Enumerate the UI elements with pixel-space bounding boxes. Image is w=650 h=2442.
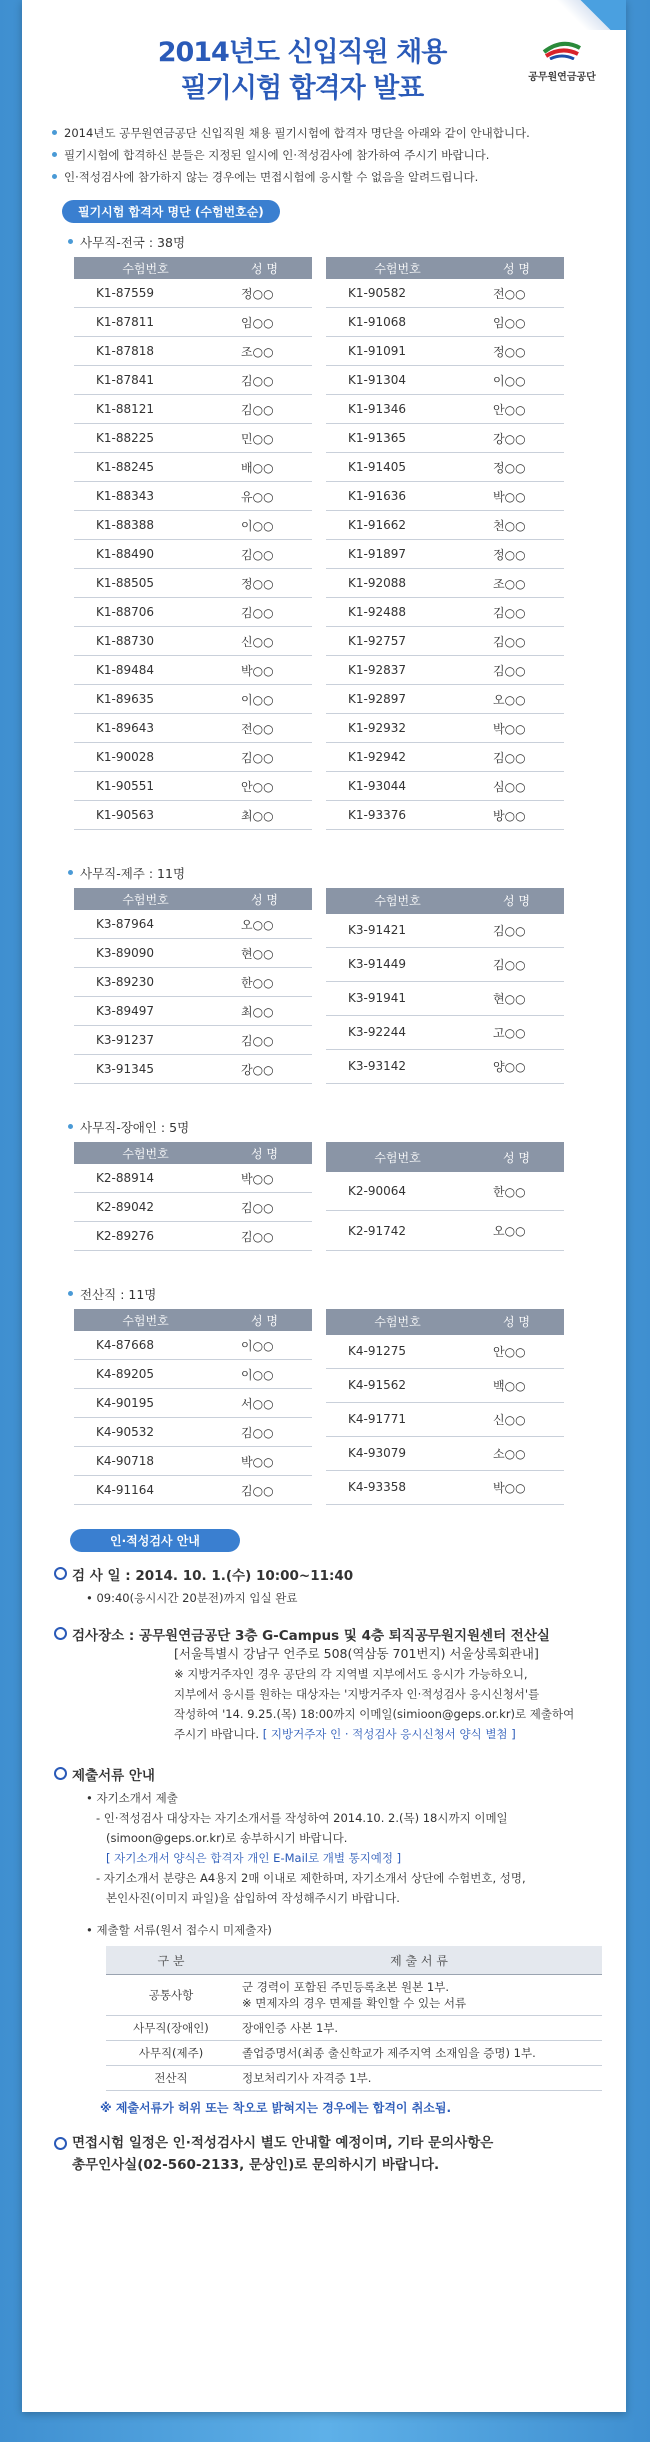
exam-number: K1-90551 <box>74 772 217 801</box>
exam-number: K1-89484 <box>74 656 217 685</box>
exam-number: K4-89205 <box>74 1360 217 1389</box>
exam-number: K1-92837 <box>326 656 469 685</box>
candidate-name: 정○○ <box>217 279 312 308</box>
candidate-name: 김○○ <box>469 627 564 656</box>
header-exam-number: 수험번호 <box>74 1142 217 1164</box>
exam-number: K1-91365 <box>326 424 469 453</box>
table-row <box>74 482 312 511</box>
table-row <box>326 1470 564 1504</box>
exam-number: K4-93079 <box>326 1436 469 1470</box>
table-row: 공통사항 군 경력이 포함된 주민등록초본 원본 1부. ※ 면제자의 경우 면제를 확인할 수 있는 서류 <box>106 1975 602 2016</box>
candidate-name: 현○○ <box>469 981 564 1015</box>
header-name: 성 명 <box>217 888 312 910</box>
exam-number: K1-90582 <box>326 279 469 308</box>
header-name: 성 명 <box>217 257 312 279</box>
table-row <box>326 1049 564 1083</box>
table-row <box>74 968 312 997</box>
page-title-line2: 필기시험 합격자 발표 <box>180 73 424 104</box>
results-table-left <box>74 888 312 1084</box>
location-detail: [서울특별시 강남구 언주로 508(역삼동 701번지) 서울상록회관내] ※ 지방거주자인 경우 공단의 각 지역별 지부에서도 응시가 가능하오니, 지부에서 응시를 원하는 대상자는 '지방거주자 인·적성검사 응시신청서'를 작성하여 '14. 9.25.(목) 18:00까지 이메일(simioon@geps.or.kr)로 제출하여 주시기 바랍니다. [ 지방거주자 인 · 적성검사 응시신청서 양식 별첨 ] <box>174 1646 575 1741</box>
table-row <box>74 1447 312 1476</box>
candidate-name: 양○○ <box>469 1049 564 1083</box>
ring-bullet-icon <box>54 1767 67 1780</box>
exam-number: K3-91237 <box>74 1026 217 1055</box>
candidate-name: 강○○ <box>217 1055 312 1084</box>
table-row <box>74 1389 312 1418</box>
header-exam-number: 수험번호 <box>74 888 217 910</box>
table-row <box>326 1211 564 1251</box>
documents-detail: • 자기소개서 제출 - 인·적성검사 대상자는 자기소개서를 작성하여 2014.10. 2.(목) 18시까지 이메일 (simoon@geps.or.kr)로 송부하시기 바랍니다. [ 자기소개서 양식은 합격자 개인 E-Mail로 개별 통지예정 ] - 자기소개서 분량은 A4용지 2매 이내로 제한하며, 자기소개서 상단에 수험번호, 성명, 본인사진(이미지 파일)을 삽입하여 작성해주시기 바랍니다. • 제출할 서류(원서 접수시 미제출자) <box>86 1791 526 1937</box>
table-row <box>74 743 312 772</box>
candidate-name: 전○○ <box>469 279 564 308</box>
candidate-name: 최○○ <box>217 801 312 830</box>
results-pill: 필기시험 합격자 명단 (수험번호순) <box>62 200 280 223</box>
results-section-head <box>22 200 626 223</box>
exam-number: K3-91449 <box>326 947 469 981</box>
table-row <box>74 366 312 395</box>
candidate-name: 전○○ <box>217 714 312 743</box>
header-name: 성 명 <box>217 1309 312 1331</box>
candidate-name: 신○○ <box>469 1402 564 1436</box>
exam-number: K1-92488 <box>326 598 469 627</box>
group-title: 전산직 : 11명 <box>68 1285 626 1303</box>
exam-number: K1-87841 <box>74 366 217 395</box>
table-row <box>74 511 312 540</box>
header-exam-number: 수험번호 <box>74 1309 217 1331</box>
candidate-name: 김○○ <box>217 540 312 569</box>
exam-number: K3-87964 <box>74 910 217 939</box>
candidate-name: 고○○ <box>469 1015 564 1049</box>
table-row <box>74 395 312 424</box>
table-row: 전산직 정보처리기사 자격증 1부. <box>106 2066 602 2091</box>
exam-number: K1-92942 <box>326 743 469 772</box>
exam-number: K1-87818 <box>74 337 217 366</box>
candidate-name: 강○○ <box>469 424 564 453</box>
table-row <box>74 910 312 939</box>
table-row <box>326 453 564 482</box>
exam-number: K1-88388 <box>74 511 217 540</box>
exam-number: K4-90718 <box>74 1447 217 1476</box>
candidate-name: 김○○ <box>469 914 564 947</box>
header-name: 성 명 <box>469 1142 564 1172</box>
candidate-name: 배○○ <box>217 453 312 482</box>
candidate-name: 안○○ <box>469 1335 564 1368</box>
candidate-name: 오○○ <box>217 910 312 939</box>
documents-title: 제출서류 안내 <box>54 1764 594 1784</box>
ring-bullet-icon <box>54 1567 67 1580</box>
exam-number: K1-91304 <box>326 366 469 395</box>
table-row <box>74 656 312 685</box>
exam-number: K1-91662 <box>326 511 469 540</box>
table-row <box>326 772 564 801</box>
candidate-name: 김○○ <box>217 395 312 424</box>
table-row: 사무직(장애인) 장애인증 사본 1부. <box>106 2016 602 2041</box>
results-table-left <box>74 1142 312 1251</box>
exam-number: K1-91405 <box>326 453 469 482</box>
result-group <box>22 233 626 830</box>
docs-header-docs: 제 출 서 류 <box>236 1946 602 1975</box>
candidate-name: 김○○ <box>217 598 312 627</box>
exam-number: K1-90028 <box>74 743 217 772</box>
header-exam-number: 수험번호 <box>326 888 469 914</box>
table-row <box>74 714 312 743</box>
candidate-name: 박○○ <box>469 482 564 511</box>
exam-number: K1-89643 <box>74 714 217 743</box>
exam-number: K1-91636 <box>326 482 469 511</box>
candidate-name: 한○○ <box>217 968 312 997</box>
results-table-left <box>74 257 312 830</box>
candidate-name: 김○○ <box>217 1418 312 1447</box>
table-row <box>74 1222 312 1251</box>
page-curl-decoration <box>556 0 626 30</box>
exam-number: K1-88121 <box>74 395 217 424</box>
table-row <box>326 981 564 1015</box>
table-row <box>74 279 312 308</box>
table-row: 사무직(제주) 졸업증명서(최종 출신학교가 제주지역 소재임을 증명) 1부. <box>106 2041 602 2066</box>
candidate-name: 김○○ <box>217 1222 312 1251</box>
group-title: 사무직-제주 : 11명 <box>68 864 626 882</box>
exam-number: K1-88730 <box>74 627 217 656</box>
candidate-name: 이○○ <box>217 685 312 714</box>
test-info <box>22 1564 626 2176</box>
candidate-name: 오○○ <box>469 685 564 714</box>
table-row <box>74 1164 312 1193</box>
exam-number: K1-88505 <box>74 569 217 598</box>
candidate-name: 조○○ <box>469 569 564 598</box>
header-name: 성 명 <box>217 1142 312 1164</box>
candidate-name: 방○○ <box>469 801 564 830</box>
geps-logo-icon <box>542 38 582 60</box>
exam-number: K3-91941 <box>326 981 469 1015</box>
header-exam-number: 수험번호 <box>326 1309 469 1335</box>
candidate-name: 천○○ <box>469 511 564 540</box>
table-row <box>74 424 312 453</box>
table-row <box>326 1402 564 1436</box>
exam-number: K1-88490 <box>74 540 217 569</box>
exam-number: K1-88706 <box>74 598 217 627</box>
exam-number: K4-93358 <box>326 1470 469 1504</box>
table-row <box>326 714 564 743</box>
documents-table <box>106 1946 602 2091</box>
table-row <box>326 656 564 685</box>
exam-number: K4-91562 <box>326 1368 469 1402</box>
geps-logo <box>512 38 612 83</box>
exam-number: K1-91346 <box>326 395 469 424</box>
header-name: 성 명 <box>469 888 564 914</box>
candidate-name: 김○○ <box>469 947 564 981</box>
table-row <box>74 627 312 656</box>
table-row <box>326 424 564 453</box>
candidate-name: 박○○ <box>217 1447 312 1476</box>
exam-number: K1-91091 <box>326 337 469 366</box>
candidate-name: 박○○ <box>217 656 312 685</box>
closing-note: 면접시험 일정은 인·적성검사시 별도 안내할 예정이며, 기타 문의사항은 총무인사실(02-560-2133, 문상인)로 문의하시기 바랍니다. <box>54 2132 594 2176</box>
header-name: 성 명 <box>469 1309 564 1335</box>
exam-number: K1-91068 <box>326 308 469 337</box>
exam-number: K1-93044 <box>326 772 469 801</box>
table-row <box>326 685 564 714</box>
candidate-name: 임○○ <box>469 308 564 337</box>
candidate-name: 소○○ <box>469 1436 564 1470</box>
header-exam-number: 수험번호 <box>326 257 469 279</box>
candidate-name: 안○○ <box>217 772 312 801</box>
candidate-name: 김○○ <box>469 743 564 772</box>
table-row <box>326 1335 564 1368</box>
table-row <box>74 1360 312 1389</box>
candidate-name: 오○○ <box>469 1211 564 1251</box>
exam-number: K3-91421 <box>326 914 469 947</box>
exam-number: K2-88914 <box>74 1164 217 1193</box>
results-table-right <box>326 888 564 1084</box>
header <box>22 0 626 120</box>
table-row <box>74 997 312 1026</box>
table-row <box>326 366 564 395</box>
exam-number: K1-90563 <box>74 801 217 830</box>
candidate-name: 유○○ <box>217 482 312 511</box>
candidate-name: 정○○ <box>469 453 564 482</box>
candidate-name: 김○○ <box>217 1193 312 1222</box>
exam-number: K3-91345 <box>74 1055 217 1084</box>
table-row <box>74 598 312 627</box>
candidate-name: 이○○ <box>217 1360 312 1389</box>
exam-number: K4-90195 <box>74 1389 217 1418</box>
table-row <box>74 308 312 337</box>
table-row <box>326 482 564 511</box>
candidate-name: 이○○ <box>469 366 564 395</box>
group-tables <box>74 1142 626 1251</box>
exam-number: K4-87668 <box>74 1331 217 1360</box>
table-row <box>74 1331 312 1360</box>
table-row <box>74 1193 312 1222</box>
candidate-name: 이○○ <box>217 511 312 540</box>
table-row <box>74 1476 312 1505</box>
intro-item: 인·적성검사에 참가하지 않는 경우에는 면접시험에 응시할 수 없음을 알려드립니다. <box>52 166 596 188</box>
table-row <box>326 395 564 424</box>
table-row <box>74 1055 312 1084</box>
exam-number: K3-89230 <box>74 968 217 997</box>
table-row <box>326 1436 564 1470</box>
exam-number: K1-88343 <box>74 482 217 511</box>
exam-number: K1-92088 <box>326 569 469 598</box>
candidate-name: 김○○ <box>217 1476 312 1505</box>
notice-paper <box>22 0 626 2412</box>
candidate-name: 이○○ <box>217 1331 312 1360</box>
table-row <box>326 279 564 308</box>
table-row <box>326 337 564 366</box>
table-row <box>326 511 564 540</box>
candidate-name: 김○○ <box>217 743 312 772</box>
result-group <box>22 1285 626 1505</box>
docs-header-category: 구 분 <box>106 1946 236 1975</box>
page-title-line1: 2014년도 신입직원 채용 <box>157 37 447 68</box>
ring-bullet-icon <box>54 2137 67 2150</box>
exam-number: K1-92897 <box>326 685 469 714</box>
table-row <box>326 1015 564 1049</box>
candidate-name: 김○○ <box>217 1026 312 1055</box>
candidate-name: 한○○ <box>469 1172 564 1211</box>
ring-bullet-icon <box>54 1627 67 1640</box>
intro-item: 2014년도 공무원연금공단 신입직원 채용 필기시험에 합격자 명단을 아래와 같이 안내합니다. <box>52 122 596 144</box>
header-name: 성 명 <box>469 257 564 279</box>
table-row <box>74 540 312 569</box>
exam-number: K2-89276 <box>74 1222 217 1251</box>
exam-number: K2-91742 <box>326 1211 469 1251</box>
exam-number: K1-88245 <box>74 453 217 482</box>
group-title: 사무직-전국 : 38명 <box>68 233 626 251</box>
table-row <box>74 569 312 598</box>
group-tables <box>74 1309 626 1505</box>
results-groups <box>22 233 626 1505</box>
candidate-name: 박○○ <box>469 714 564 743</box>
results-table-right <box>326 1142 564 1251</box>
exam-number: K3-93142 <box>326 1049 469 1083</box>
logo-text: 공무원연금공단 <box>528 72 596 83</box>
exam-number: K4-91275 <box>326 1335 469 1368</box>
candidate-name: 조○○ <box>217 337 312 366</box>
test-pill: 인·적성검사 안내 <box>70 1529 240 1552</box>
table-row <box>74 801 312 830</box>
candidate-name: 김○○ <box>217 366 312 395</box>
exam-number: K1-93376 <box>326 801 469 830</box>
header-exam-number: 수험번호 <box>326 1142 469 1172</box>
schedule-title: 검 사 일 : 2014. 10. 1.(수) 10:00~11:40 <box>54 1564 594 1584</box>
exam-number: K3-92244 <box>326 1015 469 1049</box>
candidate-name: 최○○ <box>217 997 312 1026</box>
result-group <box>22 864 626 1084</box>
table-row <box>74 1026 312 1055</box>
location-title: 검사장소 : 공무원연금공단 3층 G-Campus 및 4층 퇴직공무원지원센터 전산실 <box>54 1624 594 1644</box>
table-row <box>326 914 564 947</box>
exam-number: K1-89635 <box>74 685 217 714</box>
header-exam-number: 수험번호 <box>74 257 217 279</box>
table-row <box>326 743 564 772</box>
candidate-name: 민○○ <box>217 424 312 453</box>
candidate-name: 김○○ <box>469 656 564 685</box>
exam-number: K1-87811 <box>74 308 217 337</box>
candidate-name: 박○○ <box>469 1470 564 1504</box>
results-table-left <box>74 1309 312 1505</box>
candidate-name: 현○○ <box>217 939 312 968</box>
candidate-name: 안○○ <box>469 395 564 424</box>
exam-number: K4-90532 <box>74 1418 217 1447</box>
table-row <box>326 1172 564 1211</box>
exam-number: K1-88225 <box>74 424 217 453</box>
results-table-right <box>326 257 564 830</box>
candidate-name: 정○○ <box>469 540 564 569</box>
table-row <box>326 540 564 569</box>
test-section-head <box>22 1529 626 1552</box>
exam-number: K1-91897 <box>326 540 469 569</box>
table-row <box>74 685 312 714</box>
candidate-name: 신○○ <box>217 627 312 656</box>
table-row <box>326 598 564 627</box>
group-tables <box>74 888 626 1084</box>
exam-number: K2-89042 <box>74 1193 217 1222</box>
table-row <box>326 1368 564 1402</box>
table-row <box>74 337 312 366</box>
table-row <box>74 453 312 482</box>
exam-number: K1-87559 <box>74 279 217 308</box>
exam-number: K3-89090 <box>74 939 217 968</box>
results-table-right <box>326 1309 564 1505</box>
table-row <box>326 947 564 981</box>
exam-number: K4-91164 <box>74 1476 217 1505</box>
table-row <box>326 801 564 830</box>
candidate-name: 서○○ <box>217 1389 312 1418</box>
exam-number: K4-91771 <box>326 1402 469 1436</box>
candidate-name: 정○○ <box>469 337 564 366</box>
candidate-name: 정○○ <box>217 569 312 598</box>
intro-item: 필기시험에 합격하신 분들은 지정된 일시에 인·적성검사에 참가하여 주시기 바랍니다. <box>52 144 596 166</box>
table-row <box>74 939 312 968</box>
exam-number: K1-92757 <box>326 627 469 656</box>
candidate-name: 박○○ <box>217 1164 312 1193</box>
result-group <box>22 1118 626 1251</box>
group-tables <box>74 257 626 830</box>
table-row <box>74 1418 312 1447</box>
exam-number: K2-90064 <box>326 1172 469 1211</box>
exam-number: K3-89497 <box>74 997 217 1026</box>
table-row <box>326 569 564 598</box>
exam-number: K1-92932 <box>326 714 469 743</box>
candidate-name: 백○○ <box>469 1368 564 1402</box>
candidate-name: 임○○ <box>217 308 312 337</box>
candidate-name: 심○○ <box>469 772 564 801</box>
table-row <box>326 627 564 656</box>
table-row <box>74 772 312 801</box>
candidate-name: 김○○ <box>469 598 564 627</box>
group-title: 사무직-장애인 : 5명 <box>68 1118 626 1136</box>
schedule-note: • 09:40(응시시간 20분전)까지 입실 완료 <box>86 1591 298 1605</box>
intro-list <box>22 122 626 188</box>
table-row <box>326 308 564 337</box>
documents-warning: ※ 제출서류가 허위 또는 착오로 밝혀지는 경우에는 합격이 취소됨. <box>100 2101 452 2115</box>
